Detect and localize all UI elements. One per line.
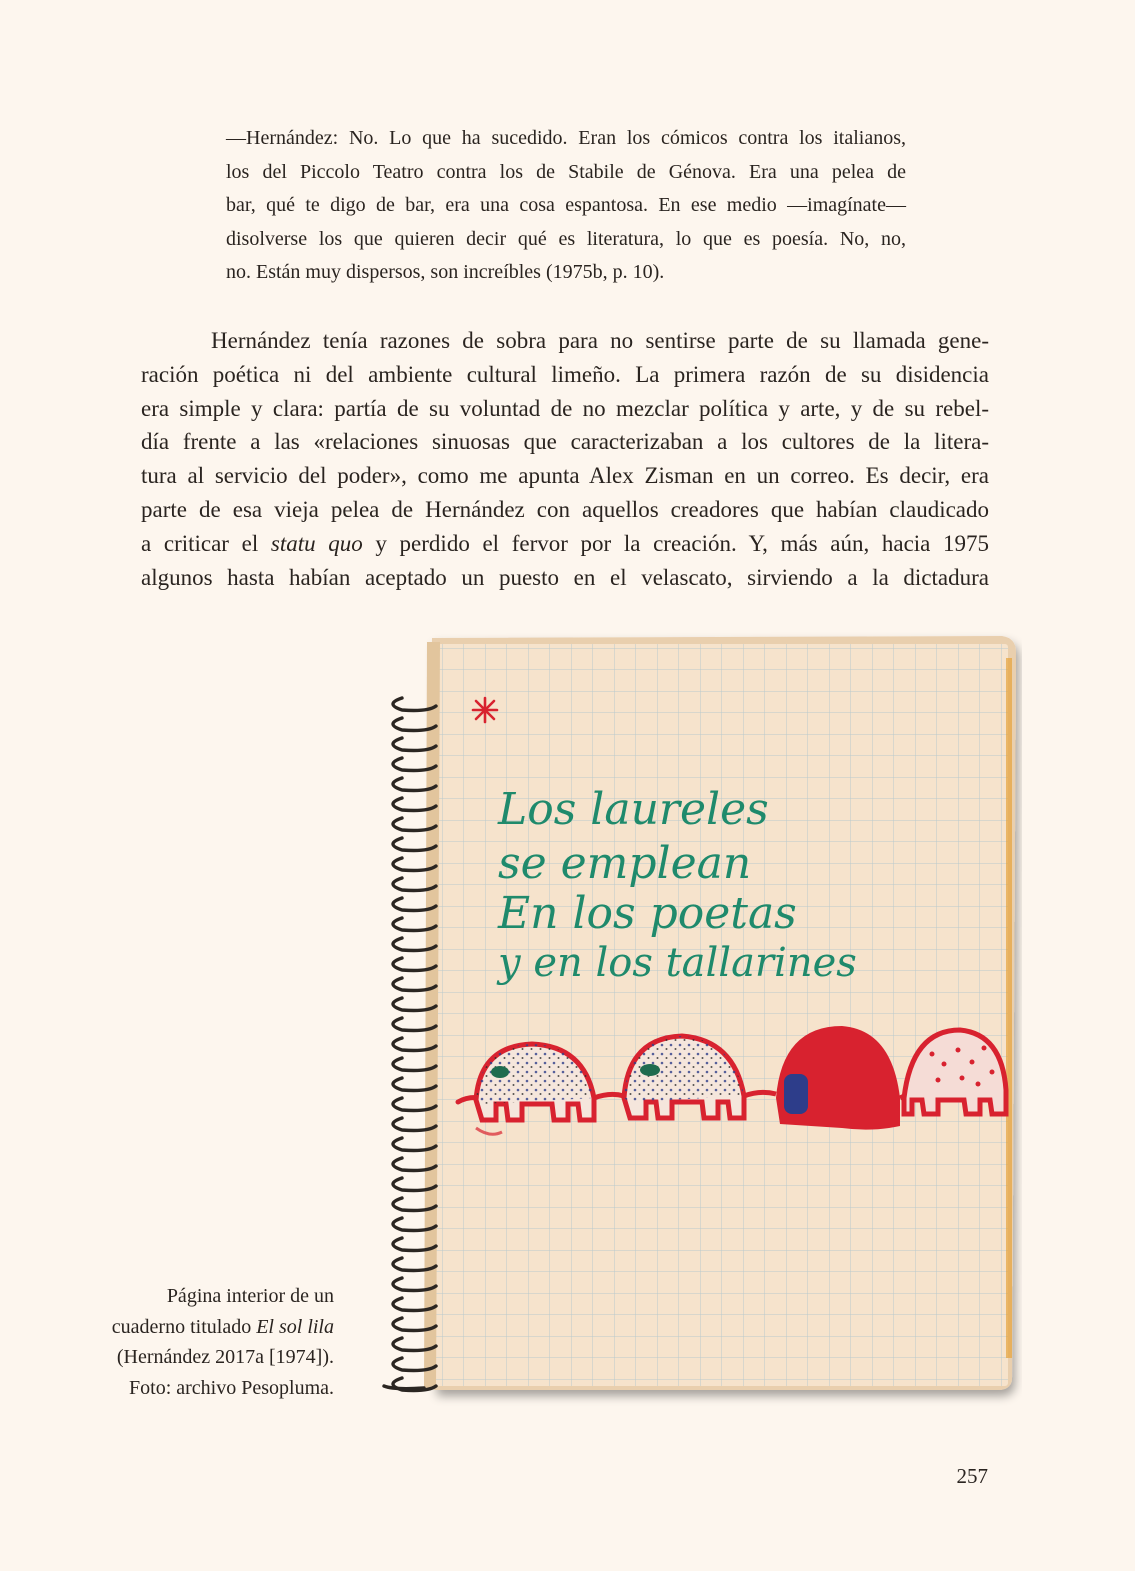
body-line: día frente a las «relaciones sinuosas que caracterizaban a los cultores de la litera-	[141, 429, 989, 455]
block-quote	[226, 122, 906, 290]
body-line: ración poética ni del ambiente cultural limeño. La primera razón de su disidencia	[141, 361, 989, 387]
body-line: tura al servicio del poder», como me apunta Alex Zisman en un correo. Es decir, era	[141, 463, 989, 489]
handwriting-line: y en los tallarines	[498, 940, 857, 986]
body-line: Hernández tenía razones de sobra para no sentirse parte de su llamada gene-	[211, 328, 989, 353]
quote-line: bar, qué te digo de bar, era una cosa espantosa. En ese medio —imagínate—	[226, 194, 906, 217]
body-paragraph	[141, 324, 989, 594]
notebook-pages	[432, 636, 1016, 1390]
body-line: era simple y clara: partía de su voluntad de no mezclar política y arte, y de su rebel-	[141, 395, 989, 421]
caption-line: Página interior de un	[166, 1285, 334, 1307]
caption-title-italic: El sol lila	[256, 1315, 334, 1338]
handwriting-line: En los poetas	[498, 888, 797, 939]
caption-line: (Hernández 2017a [1974]).	[116, 1346, 334, 1368]
handwriting-line: Los laureles	[498, 784, 769, 835]
notebook-photo	[372, 628, 1022, 1408]
asterisk-mark	[473, 698, 497, 722]
quote-line: —Hernández: No. Lo que ha sucedido. Eran los cómicos contra los italianos,	[226, 127, 906, 149]
body-line: a criticar el statu quo y perdido el fervor por la creación. Y, más aún, hacia 1975	[141, 530, 990, 556]
body-line: algunos hasta habían aceptado un puesto en el velascato, sirviendo a la dictadura	[141, 564, 989, 590]
statu-quo-italic: statu quo	[270, 530, 363, 556]
caption-line: cuaderno titulado El sol lila	[111, 1315, 334, 1338]
body-line: parte de esa vieja pelea de Hernández con aquellos creadores que habían claudicado	[141, 496, 989, 522]
quote-line: no. Están muy dispersos, son increíbles (1975b, p. 10).	[226, 261, 665, 284]
figure-caption	[74, 1281, 334, 1403]
quote-line: los del Piccolo Teatro contra los de Stabile de Génova. Era una pelea de	[226, 160, 906, 183]
page-number: 257	[956, 1464, 988, 1488]
caption-line: Foto: archivo Pesopluma.	[129, 1376, 334, 1399]
quote-line: disolverse los que quieren decir qué es literatura, lo que es poesía. No, no,	[226, 227, 906, 250]
handwriting-line: se emplean	[498, 838, 752, 889]
